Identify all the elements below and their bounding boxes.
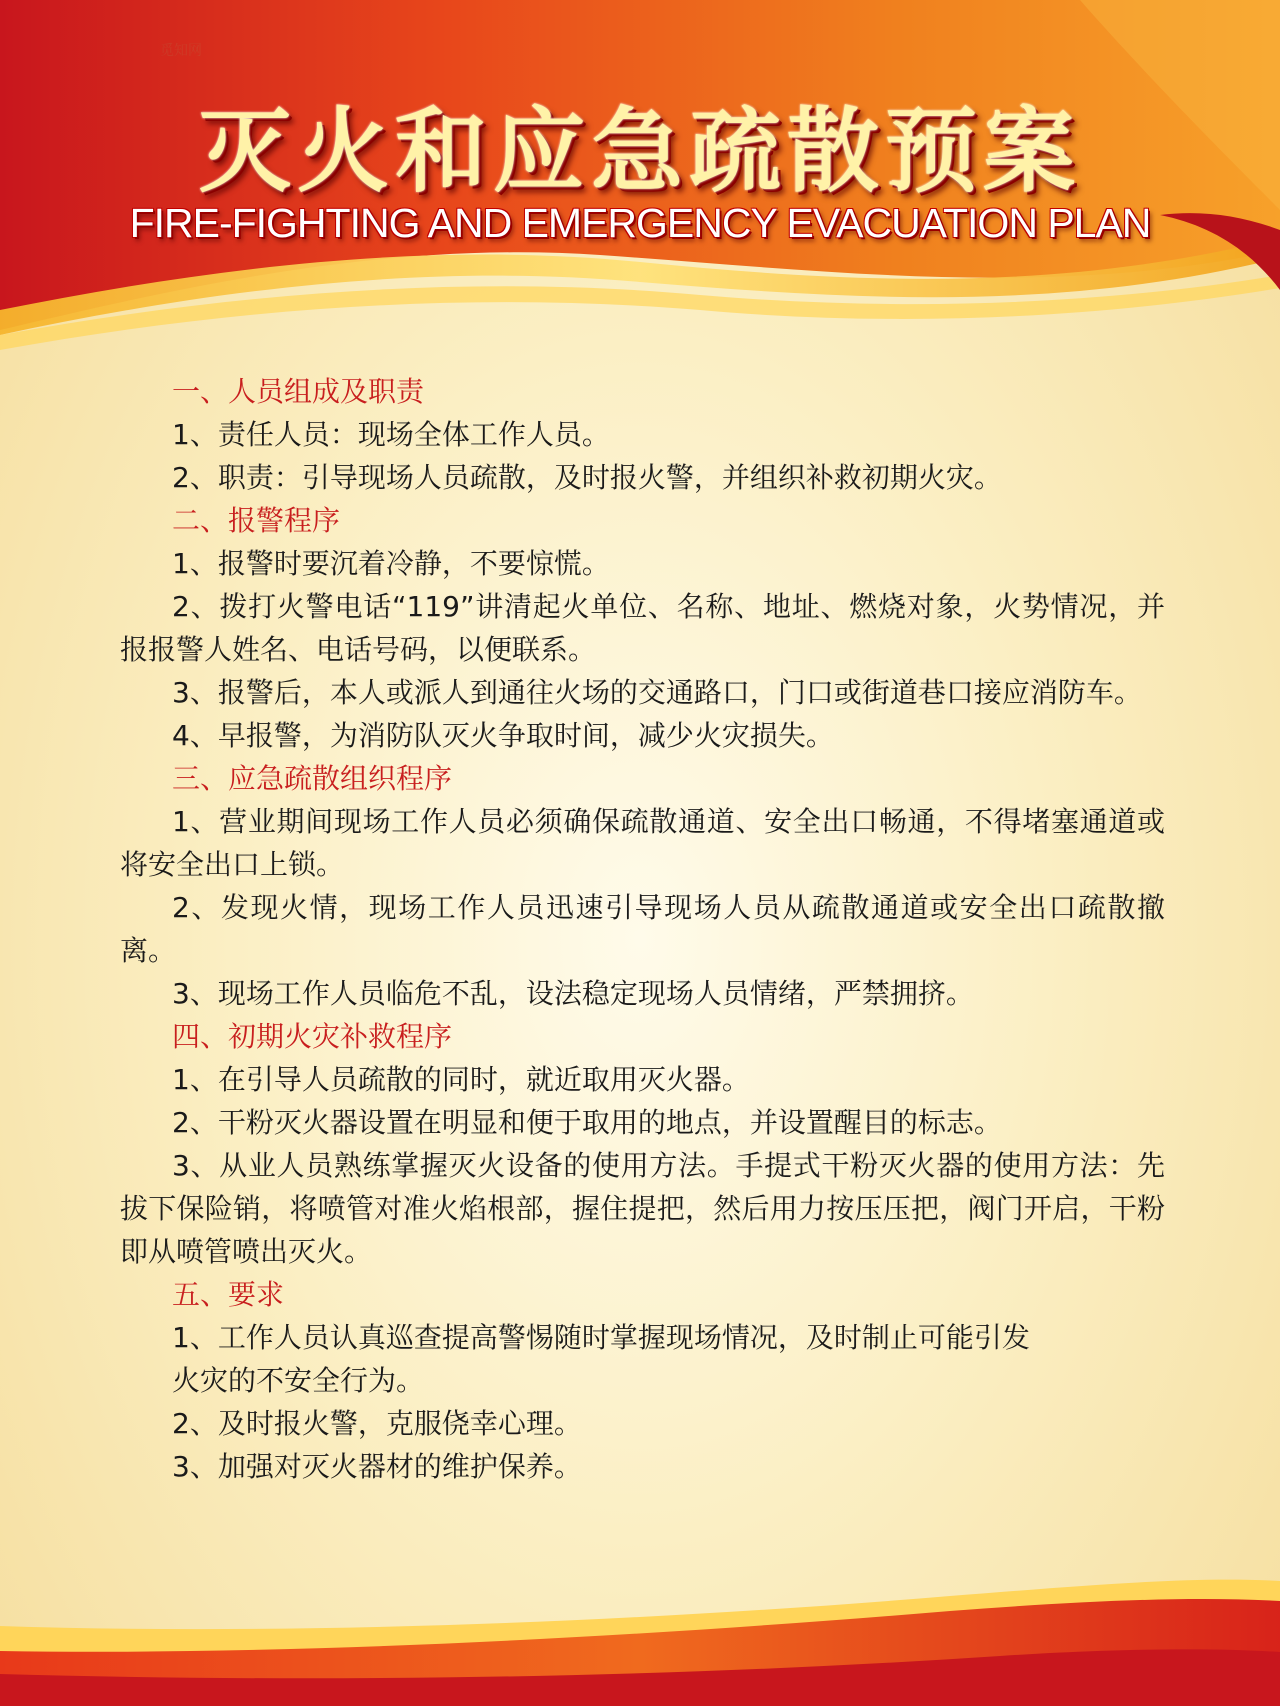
list-item: 3、从业人员熟练掌握灭火设备的使用方法。手提式干粉灭火器的使用方法：先拔下保险销，将喷管对准火焰根部，握住提把，然后用力按压压把，阀门开启，干粉即从喷管喷出灭火。	[120, 1149, 1165, 1268]
list-item: 1、工作人员认真巡查提高警惕随时掌握现场情况，及时制止可能引发	[172, 1321, 1030, 1354]
footer-banner	[0, 1556, 1280, 1706]
list-item: 1、报警时要沉着冷静，不要惊慌。	[172, 547, 610, 580]
section-title: 五、要求	[172, 1278, 285, 1311]
list-item: 1、在引导人员疏散的同时，就近取用灭火器。	[172, 1063, 750, 1096]
list-item: 3、报警后，本人或派人到通往火场的交通路口，门口或街道巷口接应消防车。	[172, 676, 1142, 709]
page-subtitle: FIRE-FIGHTING AND EMERGENCY EVACUATION PLAN	[129, 200, 1151, 246]
list-item: 2、职责：引导现场人员疏散，及时报火警，并组织补救初期火灾。	[172, 461, 1002, 494]
watermark: 觅知网	[160, 43, 202, 59]
list-item: 1、责任人员：现场全体工作人员。	[172, 418, 610, 451]
list-item: 2、干粉灭火器设置在明显和便于取用的地点，并设置醒目的标志。	[172, 1106, 1002, 1139]
list-item: 2、及时报火警，克服侥幸心理。	[172, 1407, 582, 1440]
list-item: 2、拨打火警电话“119”讲清起火单位、名称、地址、燃烧对象，火势情况，并报报警人姓名、电话号码，以便联系。	[120, 590, 1165, 666]
section-title: 二、报警程序	[172, 504, 341, 537]
list-item: 3、现场工作人员临危不乱，设法稳定现场人员情绪，严禁拥挤。	[172, 977, 974, 1010]
list-item: 火灾的不安全行为。	[172, 1364, 425, 1397]
section-title: 三、应急疏散组织程序	[172, 762, 453, 795]
list-item: 4、早报警，为消防队灭火争取时间，减少火灾损失。	[172, 719, 834, 752]
list-item: 3、加强对灭火器材的维护保养。	[172, 1450, 582, 1483]
section-title: 四、初期火灾补救程序	[172, 1020, 453, 1053]
document-body	[120, 370, 1165, 1488]
section-title: 一、人员组成及职责	[172, 375, 425, 408]
list-item: 1、营业期间现场工作人员必须确保疏散通道、安全出口畅通，不得堵塞通道或将安全出口上锁。	[120, 805, 1165, 881]
list-item: 2、发现火情，现场工作人员迅速引导现场人员从疏散通道或安全出口疏散撤离。	[120, 891, 1165, 967]
page-title: 灭火和应急疏散预案	[198, 98, 1081, 205]
